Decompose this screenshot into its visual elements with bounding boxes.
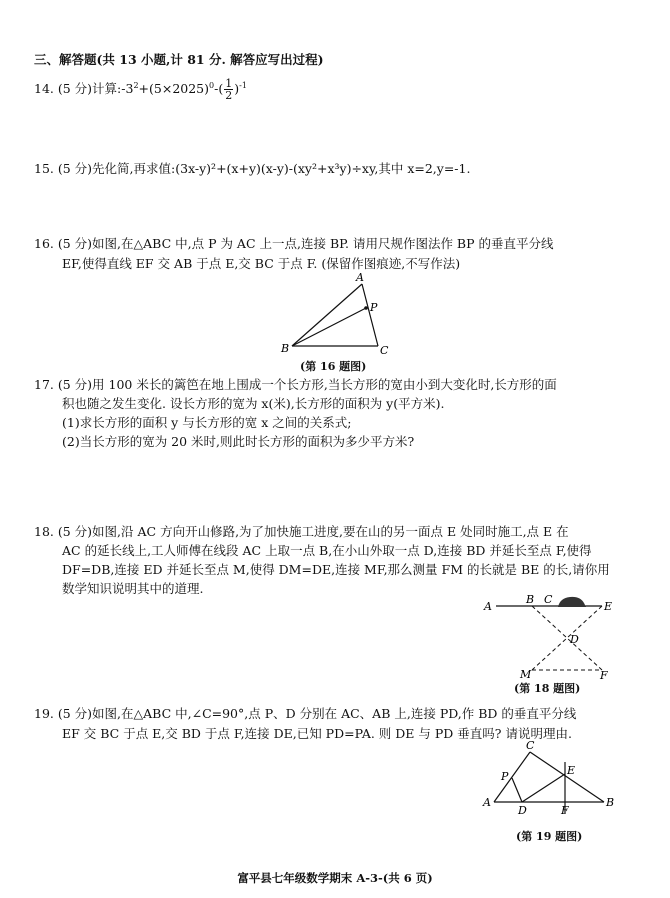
q19-segment-de [522,774,565,802]
question-16-line1 [34,236,554,252]
q14-close: ) [234,81,240,97]
q18-line4: 数学知识说明其中的道理. [62,581,204,596]
q19-number: 19. [34,706,54,721]
q19-label-p: P [501,770,509,783]
q18-label-a: A [484,600,492,613]
q14-exp3: -1 [239,81,247,90]
q19-figure [480,738,620,824]
q18-mountain [558,597,586,607]
q19-label-d: D [518,804,527,817]
q18-figure [482,590,622,680]
q19-side-cb [530,752,604,802]
q19-label-a: A [483,796,491,809]
q18-label-f: F [600,669,608,680]
q19-segment-pd [512,778,522,802]
question-19-line1 [34,706,576,722]
q14-fraction [224,78,233,101]
q16-point-p [364,306,368,310]
q16-side-ac [362,284,378,346]
q19-label-b: B [606,796,615,809]
q18-line2: AC 的延长线上,工人师傅在线段 AC 上取一点 B,在小山外取一点 D,连接 BD 并延长至点 F,使得 [62,543,592,558]
q18-label-d: D [570,633,579,646]
q14-frac-num: 1 [225,77,233,91]
q16-label-p: P [370,301,378,314]
q19-line1: (5 分)如图,在△ABC 中,∠C=90°,点 P、D 分别在 AC、AB 上,连接 PD,作 BD 的垂直平分线 [57,706,577,721]
q15-text: (5 分)先化简,再求值:(3x-y)²+(x+y)(x-y)-(xy²+x³y)÷xy,其中 x=2,y=-1. [57,161,471,176]
q14-minus: -( [214,81,224,97]
q14-lead: (5 分)计算:-3 [57,81,134,97]
q18-label-b: B [526,593,535,606]
q14-mid: +(5×2025) [138,81,210,97]
q18-label-m: M [520,668,532,680]
q16-label-b: B [281,342,290,355]
q19-label-f: F [561,804,569,817]
q14-exp2: 0 [209,81,215,90]
q17-number: 17. [34,377,54,392]
q18-line1: (5 分)如图,沿 AC 方向开山修路,为了加快施工进度,要在山的另一面点 E 处同时施工,点 E 在 [57,524,569,539]
question-18-line1 [34,524,569,540]
q18-number: 18. [34,524,54,539]
q14-frac-den: 2 [225,89,233,103]
q16-caption: (第 16 题图) [300,360,367,373]
q17-sub1: (1)求长方形的面积 y 与长方形的宽 x 之间的关系式; [62,415,352,430]
q17-line2: 积也随之发生变化. 设长方形的宽为 x(米),长方形的面积为 y(平方米). [62,396,445,411]
q14-exp1: 2 [133,81,139,90]
page-footer: 富平县七年级数学期末 A-3-(共 6 页) [237,871,433,885]
q16-line2: EF,使得直线 EF 交 AB 于点 E,交 BC 于点 F. (保留作图痕迹,不写作法) [62,256,461,271]
q18-label-c: C [544,593,553,606]
q14-number: 14. [34,81,54,97]
question-17-line1 [34,377,557,393]
q19-label-e: E [567,764,576,777]
question-15 [34,161,470,177]
q19-line2: EF 交 BC 于点 E,交 BD 于点 F,连接 DE,已知 PD=PA. 则 DE 与 PD 垂直吗? 请说明理由. [62,726,572,741]
q16-line1: (5 分)如图,在△ABC 中,点 P 为 AC 上一点,连接 BP. 请用尺规作图法作 BP 的垂直平分线 [57,236,554,251]
section-title: 三、解答题(共 13 小题,计 81 分. 解答应写出过程) [34,52,324,67]
question-14 [34,78,247,101]
q15-number: 15. [34,161,54,176]
q18-caption: (第 18 题图) [514,682,581,695]
q17-line1: (5 分)用 100 米长的篱笆在地上围成一个长方形,当长方形的宽由小到大变化时,长方形的面 [57,377,557,392]
q19-side-ac [494,752,530,802]
q18-label-e: E [604,600,613,613]
q16-label-c: C [380,344,389,357]
q18-line3: DF=DB,连接 ED 并延长至点 M,使得 DM=DE,连接 MF,那么测量 FM 的长就是 BE 的长,请你用 [62,562,610,577]
q16-figure [272,270,402,362]
q19-label-c: C [526,739,535,752]
q17-sub2: (2)当长方形的宽为 20 米时,则此时长方形的面积为多少平方米? [62,434,415,449]
q16-label-a: A [356,271,364,284]
q16-number: 16. [34,236,54,251]
q19-caption: (第 19 题图) [516,830,583,843]
